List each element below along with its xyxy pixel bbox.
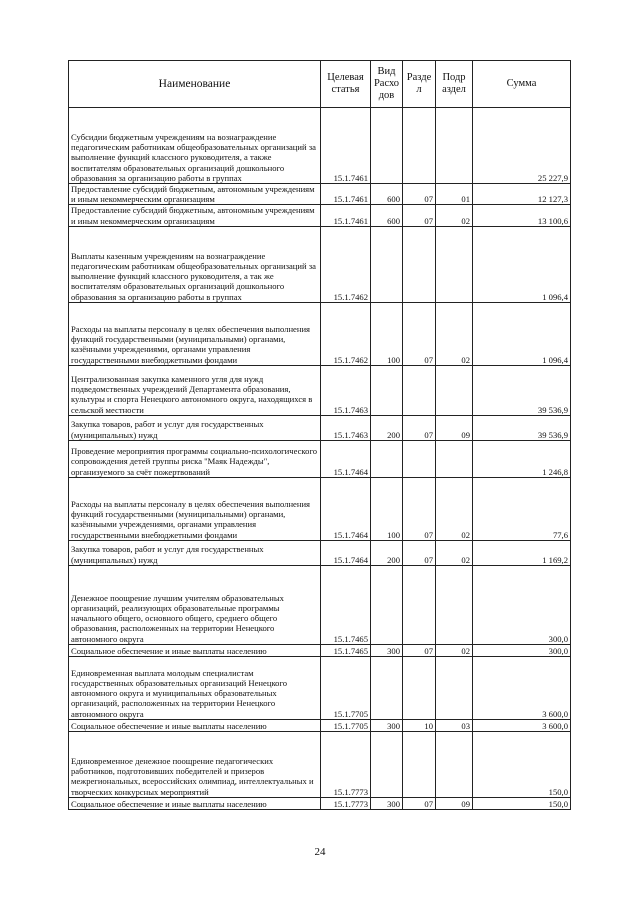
cell-sum: 77,6 [473, 477, 571, 540]
cell-kind: 300 [371, 797, 403, 809]
cell-target: 15.1.7464 [321, 440, 371, 477]
cell-section [403, 656, 436, 719]
cell-section [403, 731, 436, 797]
cell-sum: 150,0 [473, 731, 571, 797]
cell-subsection [436, 731, 473, 797]
cell-kind [371, 565, 403, 644]
cell-name: Единовременная выплата молодым специалистам государственных образовательных организаций Ненецкого автономного округа и муниципальных образовательных организаций, расположенных на территории Ненецкого автономного округа [69, 656, 321, 719]
cell-subsection [436, 108, 473, 184]
cell-name: Централизованная закупка каменного угля для нужд подведомственных учреждений Департамента образования, культуры и спорта Ненецкого автономного округа, находящихся в сельской местности [69, 365, 321, 415]
cell-subsection: 01 [436, 184, 473, 205]
header-kind: Вид Расхо дов [371, 61, 403, 108]
cell-name: Предоставление субсидий бюджетным, автономным учреждениям и иным некоммерческим организациям [69, 184, 321, 205]
table-row [69, 365, 571, 415]
cell-kind [371, 656, 403, 719]
cell-kind: 300 [371, 644, 403, 656]
cell-subsection: 02 [436, 302, 473, 365]
cell-kind: 200 [371, 540, 403, 565]
cell-name: Социальное обеспечение и иные выплаты населению [69, 797, 321, 809]
table-row [69, 226, 571, 302]
cell-kind [371, 731, 403, 797]
cell-target: 15.1.7465 [321, 565, 371, 644]
cell-sum: 300,0 [473, 644, 571, 656]
cell-name: Денежное поощрение лучшим учителям образовательных организаций, реализующих образовательные программы начального общего, основного общего, среднего общего образования, расположенных на территории Ненецкого автономного округа [69, 565, 321, 644]
table-row [69, 184, 571, 205]
cell-section: 07 [403, 415, 436, 440]
cell-name: Социальное обеспечение и иные выплаты населению [69, 644, 321, 656]
cell-target: 15.1.7461 [321, 205, 371, 226]
table-row [69, 797, 571, 809]
header-section: Разде л [403, 61, 436, 108]
table-row [69, 440, 571, 477]
cell-sum: 25 227,9 [473, 108, 571, 184]
cell-target: 15.1.7705 [321, 719, 371, 731]
cell-sum: 39 536,9 [473, 415, 571, 440]
cell-name: Закупка товаров, работ и услуг для государственных (муниципальных) нужд [69, 415, 321, 440]
cell-section: 07 [403, 797, 436, 809]
table-row [69, 644, 571, 656]
table-row [69, 415, 571, 440]
cell-target: 15.1.7773 [321, 731, 371, 797]
cell-name: Закупка товаров, работ и услуг для государственных (муниципальных) нужд [69, 540, 321, 565]
table-row [69, 205, 571, 226]
cell-section [403, 226, 436, 302]
cell-kind: 600 [371, 184, 403, 205]
cell-name: Субсидии бюджетным учреждениям на вознаграждение педагогическим работникам общеобразовательных организаций за выполнение функций классного руководителя, а также воспитателям образовательных организаций дошкольного образования за организацию работы в группах [69, 108, 321, 184]
cell-section [403, 365, 436, 415]
cell-target: 15.1.7462 [321, 226, 371, 302]
table-row [69, 565, 571, 644]
cell-kind: 300 [371, 719, 403, 731]
cell-section [403, 108, 436, 184]
cell-subsection: 03 [436, 719, 473, 731]
table-row [69, 302, 571, 365]
cell-target: 15.1.7461 [321, 184, 371, 205]
cell-kind: 100 [371, 477, 403, 540]
cell-section: 07 [403, 205, 436, 226]
cell-kind [371, 108, 403, 184]
cell-kind [371, 226, 403, 302]
cell-target: 15.1.7465 [321, 644, 371, 656]
cell-target: 15.1.7463 [321, 415, 371, 440]
cell-subsection: 09 [436, 797, 473, 809]
cell-subsection: 02 [436, 644, 473, 656]
cell-kind: 100 [371, 302, 403, 365]
cell-kind [371, 365, 403, 415]
cell-target: 15.1.7462 [321, 302, 371, 365]
cell-target: 15.1.7464 [321, 477, 371, 540]
cell-target: 15.1.7463 [321, 365, 371, 415]
page-number: 24 [314, 846, 326, 858]
cell-section [403, 440, 436, 477]
table-row [69, 731, 571, 797]
cell-target: 15.1.7773 [321, 797, 371, 809]
cell-subsection: 02 [436, 540, 473, 565]
budget-table [68, 60, 571, 810]
header-target: Целевая статья [321, 61, 371, 108]
cell-subsection: 09 [436, 415, 473, 440]
cell-section: 07 [403, 477, 436, 540]
cell-sum: 3 600,0 [473, 719, 571, 731]
cell-subsection [436, 365, 473, 415]
cell-sum: 12 127,3 [473, 184, 571, 205]
cell-subsection [436, 226, 473, 302]
cell-kind: 200 [371, 415, 403, 440]
table-row [69, 656, 571, 719]
cell-name: Выплаты казенным учреждениям на вознаграждение педагогическим работникам общеобразовательных организаций за выполнение функций классного руководителя, а так же воспитателям образовательных организаций дошкольного образования за организацию работы в группах [69, 226, 321, 302]
table-header-row [69, 61, 571, 108]
cell-target: 15.1.7461 [321, 108, 371, 184]
cell-name: Предоставление субсидий бюджетным, автономным учреждениям и иным некоммерческим организациям [69, 205, 321, 226]
cell-sum: 300,0 [473, 565, 571, 644]
cell-sum: 1 096,4 [473, 226, 571, 302]
cell-subsection: 02 [436, 477, 473, 540]
cell-section [403, 565, 436, 644]
cell-name: Проведение мероприятия программы социально-психологического сопровождения детей группы риска "Маяк Надежды", организуемого за счёт пожертвований [69, 440, 321, 477]
cell-target: 15.1.7464 [321, 540, 371, 565]
cell-section: 07 [403, 302, 436, 365]
table-body [69, 108, 571, 810]
cell-sum: 1 246,8 [473, 440, 571, 477]
cell-sum: 150,0 [473, 797, 571, 809]
cell-sum: 3 600,0 [473, 656, 571, 719]
cell-sum: 13 100,6 [473, 205, 571, 226]
table-row [69, 108, 571, 184]
table-row [69, 719, 571, 731]
cell-sum: 39 536,9 [473, 365, 571, 415]
cell-kind [371, 440, 403, 477]
cell-kind: 600 [371, 205, 403, 226]
cell-subsection [436, 565, 473, 644]
table-row [69, 477, 571, 540]
cell-subsection [436, 656, 473, 719]
cell-sum: 1 096,4 [473, 302, 571, 365]
cell-section: 10 [403, 719, 436, 731]
cell-name: Расходы на выплаты персоналу в целях обеспечения выполнения функций государственными (муниципальными) органами, казённыыми учреждениями, органами управления государственными внебюджетными фондами [69, 477, 321, 540]
budget-table-container [68, 60, 571, 810]
cell-target: 15.1.7705 [321, 656, 371, 719]
cell-section: 07 [403, 644, 436, 656]
cell-section: 07 [403, 184, 436, 205]
cell-name: Расходы на выплаты персоналу в целях обеспечения выполнения функций государственными (муниципальными) органами, казёнными учреждениями, органами управления государственными внебюджетными фондами [69, 302, 321, 365]
cell-subsection: 02 [436, 205, 473, 226]
cell-section: 07 [403, 540, 436, 565]
header-sum: Сумма [473, 61, 571, 108]
header-subsection: Подр аздел [436, 61, 473, 108]
table-row [69, 540, 571, 565]
cell-subsection [436, 440, 473, 477]
header-name: Наименование [69, 61, 321, 108]
cell-name: Социальное обеспечение и иные выплаты населению [69, 719, 321, 731]
cell-sum: 1 169,2 [473, 540, 571, 565]
cell-name: Единовременное денежное поощрение педагогических работников, подготовивших победителей и призеров межрегиональных, всероссийских олимпиад, интеллектуальных и творческих конкурсных мероприятий [69, 731, 321, 797]
